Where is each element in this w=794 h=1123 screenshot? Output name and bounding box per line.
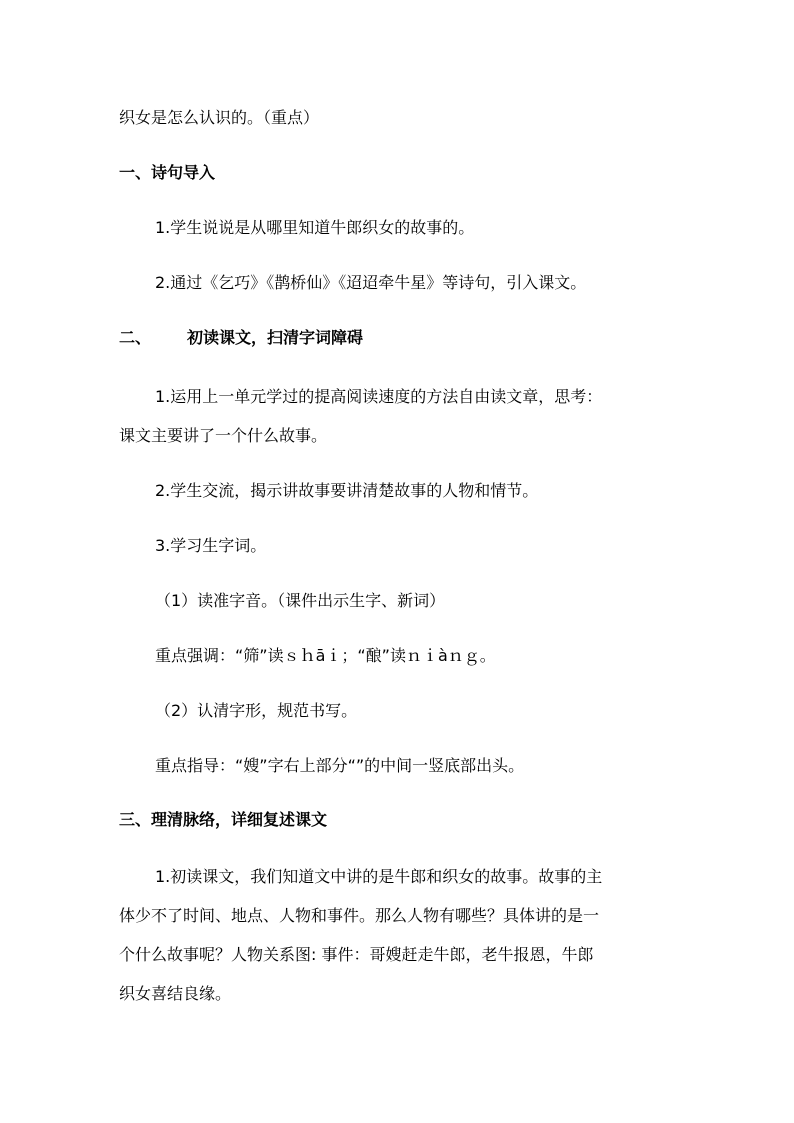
paragraph-text: 1.运用上一单元学过的提高阅读速度的方法自由读文章，思考：: [155, 387, 603, 406]
paragraph-text: （1）读准字音。（课件出示生字、新词）: [155, 591, 446, 610]
paragraph-text: 织女喜结良缘。: [119, 984, 232, 1003]
paragraph-text: 体少不了时间、地点、人物和事件。那么人物有哪些？具体讲的是一: [119, 906, 600, 925]
section-number: 二、: [119, 328, 152, 347]
paragraph-text: 1.学生说说是从哪里知道牛郎织女的故事的。: [155, 218, 475, 237]
section-heading-2: [119, 328, 699, 348]
paragraph-text: 2.通过《乞巧》《鹊桥仙》《迢迢牵牛星》等诗句，引入课文。: [155, 273, 587, 292]
paragraph-text: 重点指导：“嫂”字右上部分“”的中间一竖底部出头。: [155, 756, 525, 775]
section-title: 初读课文，扫清字词障碍: [187, 328, 364, 347]
paragraph-text: 1.初读课文，我们知道文中讲的是牛郎和织女的故事。故事的主: [155, 867, 603, 886]
paragraph-text: 重点强调：“筛”读ｓｈāｉ；“酿”读ｎｉàｎｇ。: [155, 646, 496, 665]
paragraph-text: 课文主要讲了一个什么故事。: [119, 426, 328, 445]
paragraph-text: 织女是怎么认识的。（重点）: [119, 108, 320, 127]
paragraph-text: （2）认清字形，规范书写。: [155, 701, 358, 720]
paragraph-text: 个什么故事呢？人物关系图: 事件：哥嫂赶走牛郎，老牛报恩，牛郎: [119, 945, 594, 964]
section-heading-1: 一、诗句导入: [119, 163, 216, 182]
section-heading-3: 三、理清脉络，详细复述课文: [119, 810, 328, 829]
paragraph-text: 3.学习生字词。: [155, 536, 267, 555]
paragraph-text: 2.学生交流，揭示讲故事要讲清楚故事的人物和情节。: [155, 481, 539, 500]
